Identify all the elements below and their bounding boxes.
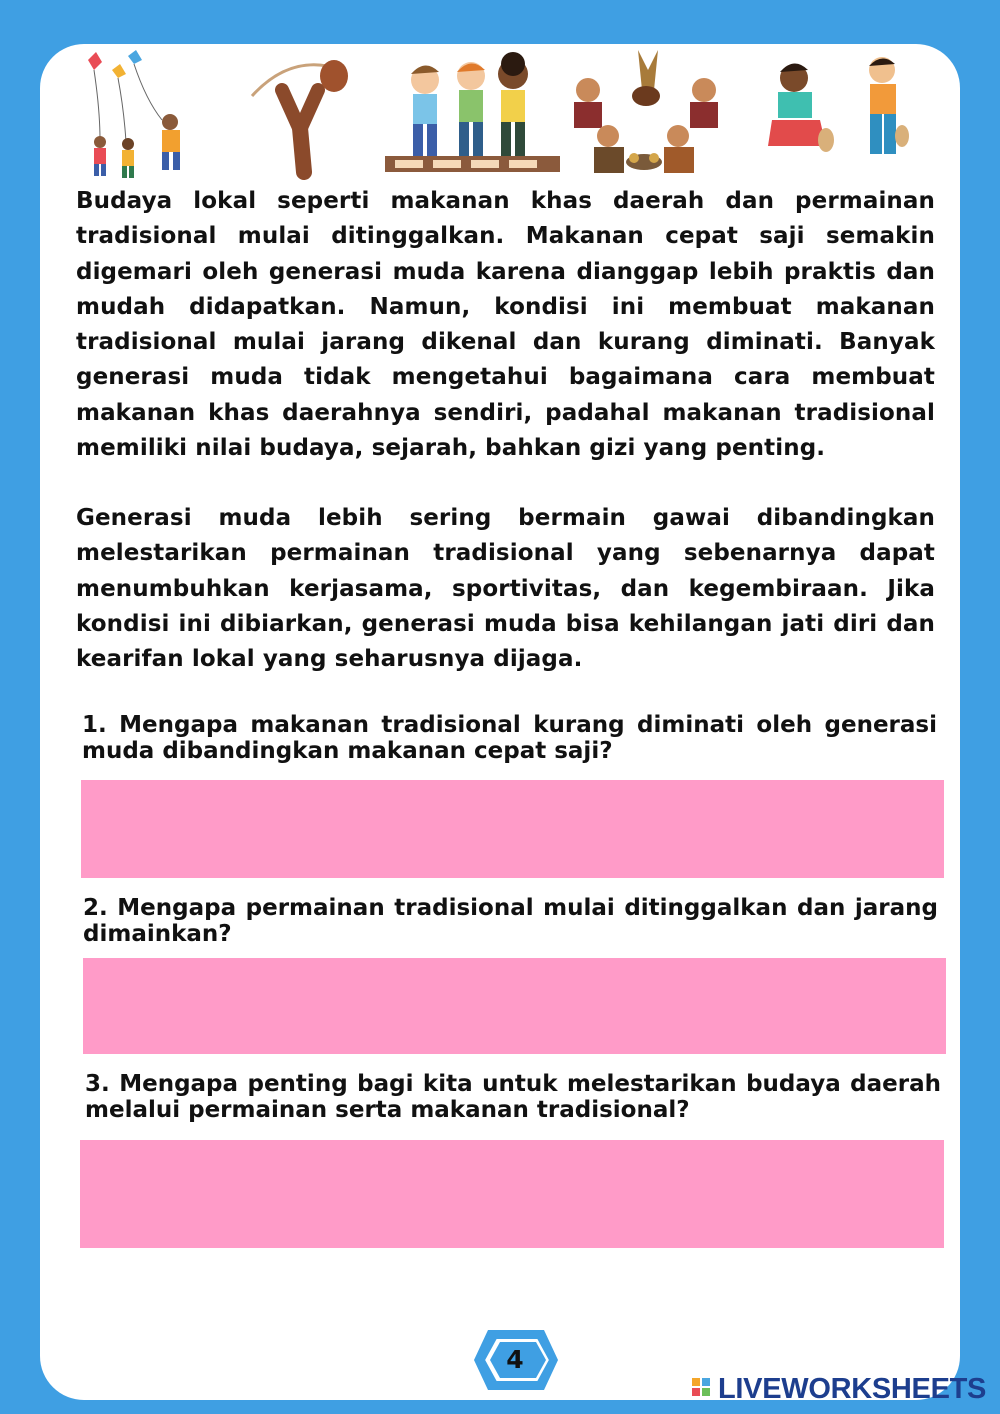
kite-flying-kids-illustration <box>70 50 195 180</box>
answer-box-3[interactable] <box>80 1140 944 1248</box>
answer-box-2[interactable] <box>83 958 946 1054</box>
liveworksheets-logo-icon <box>692 1374 718 1406</box>
question-1: 1. Mengapa makanan tradisional kurang diminati oleh generasi muda dibandingkan makanan cepat saji? <box>82 712 937 764</box>
question-3: 3. Mengapa penting bagi kita untuk melestarikan budaya daerah melalui permainan serta makanan tradisional? <box>85 1071 941 1123</box>
slingshot-illustration <box>242 50 357 180</box>
reading-paragraph-2: Generasi muda lebih sering bermain gawai dibandingkan melestarikan permainan tradisional yang sebenarnya dapat menumbuhkan kerjasama, sportivitas, dan kegembiraan. Jika kondisi ini dibiarkan, generasi muda bisa kehilangan jati diri dan kearifan lokal yang seharusnya dijaga. <box>76 505 935 673</box>
page-number: 4 <box>506 1345 524 1374</box>
question-2: 2. Mengapa permainan tradisional mulai ditinggalkan dan jarang dimainkan? <box>83 895 938 947</box>
illustration-strip <box>70 50 940 180</box>
reading-paragraph-1: Budaya lokal seperti makanan khas daerah dan permainan tradisional mulai ditinggalkan. Makanan cepat saji semakin digemari oleh generasi muda karena dianggap lebih praktis dan mudah didapatkan. Namun, kondisi ini membuat makanan tradisional mulai jarang dikenal dan kurang diminati. Banyak generasi muda tidak mengetahui bagaimana cara membuat makanan khas daerahnya sendiri, padahal makanan tradisional memiliki nilai budaya, sejarah, bahkan gizi yang penting. <box>76 188 935 462</box>
hopscotch-kids-illustration <box>385 50 560 180</box>
answer-box-1[interactable] <box>81 780 944 878</box>
wayang-gamelan-illustration <box>558 50 730 180</box>
brand-text: LIVEWORKSHEETS <box>718 1373 987 1405</box>
spinning-top-kids-illustration <box>742 50 932 180</box>
